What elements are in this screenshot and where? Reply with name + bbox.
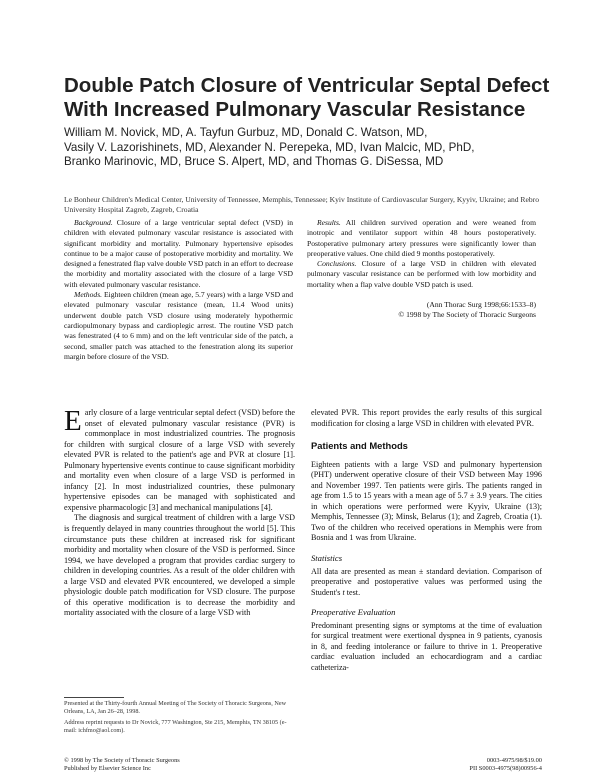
citation: (Ann Thorac Surg 1998;66:1533–8) [426,300,536,310]
footnote-address-text: Address reprint requests to Dr Novick, 777 Washington, Ste 215, Memphis, TN 38105 (e-mail: ichfmo@aol.com). [64,719,287,734]
article-body [64,405,542,688]
footer-publisher: Published by Elsevier Science Inc [64,765,151,773]
abstract-results [307,218,536,259]
footnote-address [64,719,294,735]
abstract-conclusions [307,259,536,290]
statistics-t: t [342,587,345,597]
footnote-rule [64,697,124,698]
footnote-presented: Presented at the Thirty-fourth Annual Meeting of The Society of Thoracic Surgeons, New Orleans, LA, Jan 26–28, 1998. [64,700,287,715]
abstract-copyright: © 1998 by The Society of Thoracic Surgeons [398,310,536,320]
abstract-methods [64,290,293,362]
footer-pii: PII S0003-4975(98)00956-4 [469,765,542,773]
footnotes-block [64,700,294,735]
footer-copyright: © 1998 by The Society of Thoracic Surgeons [64,757,180,764]
results-label: Results. [317,218,341,227]
methods-label: Methods. [74,290,103,300]
footer-issn: 0003-4975/98/$19.00 [486,757,542,764]
body-paragraph-1 [64,405,295,513]
conclusions-label: Conclusions. [317,259,357,269]
footer-right [469,757,542,773]
title-line-2: With Increased Pulmonary Vascular Resistance [64,98,526,121]
abstract-background [64,218,293,290]
section-heading-patients-methods: Patients and Methods [311,440,408,452]
methods-text: Eighteen children (mean age, 5.7 years) with a large VSD and elevated pulmonary vascular resistance (mean, 11.4 Wood units) underwent double patch VSD closure using moderately hypothermic cardiopulmonary bypass and cardioplegic arrest. The routine VSD patch was fenestrated (4 to 6 mm) and on the left ventricular side of the patch, a second, smaller patch was attached to the fenestration along its superior margin before closure of the VSD. [64,290,293,361]
subsection-heading-preoperative: Preoperative Evaluation [311,607,396,618]
footer-left [64,757,180,773]
authors-line-3: Branko Marinovic, MD, Bruce S. Alpert, MD, and Thomas G. DiSessa, MD [64,155,444,168]
body-paragraph-3: elevated PVR. This report provides the early results of this surgical modification for closing a large VSD in children with elevated PVR. [311,408,542,428]
authors-line-1: William M. Novick, MD, A. Tayfun Gurbuz, MD, Donald C. Watson, MD, [64,126,428,139]
statistics-text-a: All data are presented as mean ± standard deviation. Comparison of preoperative and postoperative values was performed using the Student's [311,566,542,597]
background-text: Closure of a large ventricular septal defect (VSD) in children with elevated pulmonary vascular resistance is associated with significant morbidity and mortality. Pulmonary hypertensive episodes continue to be a major cause of postoperative morbidity and mortality. We designed a fenestrated flap valve double VSD patch in an effort to decrease the morbidity and mortality associated with the closure of a large VSD with elevated pulmonary vascular resistance. [64,218,293,289]
drop-cap: E [64,405,82,437]
body-paragraph-2: The diagnosis and surgical treatment of children with a large VSD is frequently delayed in many countries throughout the world [5]. This circumstance puts these children at increased risk for significant morbidity and mortality when closure of the VSD is performed. Since 1994, we have developed a program that provides cardiac surgery to children in developing countries. As a result of the older children with a large VSD and elevated PVR encountered, we developed a simple physiologic double patch modification for VSD closure. The purpose of this operative modification is to decrease the morbidity and mortality associated with the closure of a large VSD with [64,513,295,618]
statistics-text-b: test. [344,587,361,597]
body-paragraph-5 [311,567,542,599]
abstract [64,218,536,380]
body-paragraph-4: Eighteen patients with a large VSD and pulmonary hypertension (PHT) underwent operative closure of their VSD between May 1996 and November 1997. Ten patients were girls. The patients ranged in age from 1.5 to 15 years with a mean age of 5.7 ± 3.9 years. The cities in which operations were performed were Kyyiv, Ukraine (13); Memphis, Tennessee (3); Minsk, Belarus (1); and Zagreb, Croatia (1). Two of the children who received operations in Memphis were from Bosnia and 1 was from Ukraine. [311,459,542,543]
results-text: All children survived operation and were weaned from inotropic and ventilator support within 48 hours postoperatively. Postoperative pulmonary artery pressures were significantly lower than preoperative values. One child died 9 months postoperatively. [307,218,536,258]
conclusions-text: Closure of a large VSD in children with elevated pulmonary vascular resistance can be performed with low morbidity and mortality when a flap valve double VSD patch is used. [307,259,536,289]
article-title [64,74,554,122]
title-line-1: Double Patch Closure of Ventricular Septal Defect [64,74,550,97]
body-paragraph-6: Predominant presenting signs or symptoms at the time of evaluation for surgical treatment were exertional dyspnea in 9 patients, cyanosis in 8, and feeding intolerance or failure to thrive in 1. Preoperative cardiac evaluation included an echocardiogram and a cardiac catheteriza- [311,620,542,672]
author-list [64,126,554,170]
affiliation: Le Bonheur Children's Medical Center, University of Tennessee, Memphis, Tennessee; Kyiv Institute of Cardiovascular Surgery, Kyyiv, Ukraine; and Rebro University Hospital Zagreb, Zagreb, Croatia [64,195,539,214]
body-paragraph-1-text: arly closure of a large ventricular septal defect (VSD) before the onset of elevated pulmonary vascular resistance (PVR) is commonplace in most industrialized countries. The prognosis for children with surgical closure of a large VSD with severely elevated PVR is related to the patient's age and PVR at closure [1]. Pulmonary hypertensive events continue to cause significant morbidity and mortality even when closure of a large VSD is performed in infancy [2]. In most industrialized countries, these pulmonary hypertensive episodes can be managed with sophisticated and expensive pharmacologic [3] and mechanical manipulations [4]. [64,408,295,512]
background-label: Background. [74,218,113,227]
subsection-heading-statistics: Statistics [311,553,343,564]
authors-line-2: Vasily V. Lazorishinets, MD, Alexander N. Perepeka, MD, Ivan Malcic, MD, PhD, [64,140,475,154]
